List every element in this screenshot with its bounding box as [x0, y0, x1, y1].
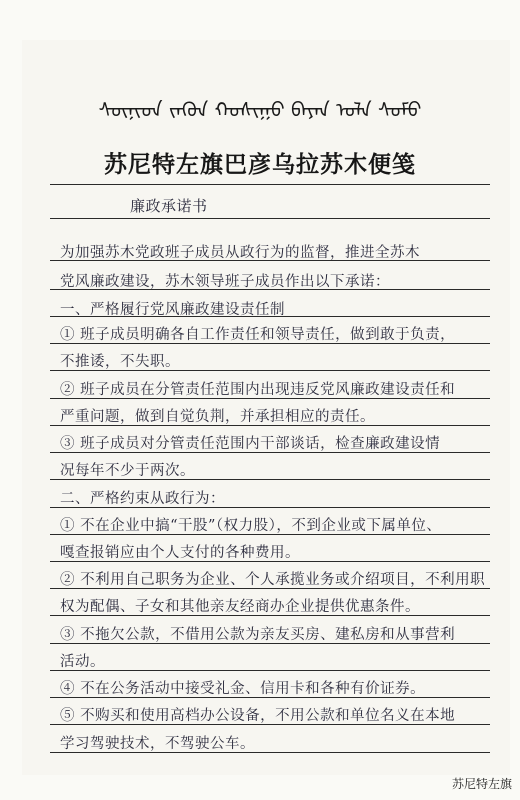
handwritten-line: 党风廉政建设，苏木领导班子成员作出以下承诺： — [60, 274, 390, 290]
mongolian-script-header: ᠰᠦᠨᠢᠳ ᠵᠡᠭᠦᠨ ᠬᠣᠰᠢᠭᠤ ᠪᠠᠶᠠᠨ ᠤᠯᠠ ᠰᠤᠮᠤ — [98, 98, 422, 122]
ruled-line — [50, 218, 490, 219]
footer-watermark-label: 苏尼特左旗 — [451, 777, 512, 791]
handwritten-line: ① 班子成员明确各自工作责任和领导责任，做到敢于负责， — [60, 327, 456, 343]
handwritten-line: 况每年不少于两次。 — [60, 463, 195, 479]
handwritten-line: ② 不利用自己职务为企业、个人承揽业务或介绍项目，不利用职 — [60, 572, 486, 588]
handwritten-line: ⑤ 不购买和使用高档办公设备，不用公款和单位名义在本地 — [60, 708, 456, 724]
handwritten-line: 严重问题，做到自觉负荆，并承担相应的责任。 — [60, 409, 375, 425]
handwritten-line: ③ 班子成员对分管责任范围内干部谈话，检查廉政建设情 — [60, 436, 441, 452]
handwritten-line: 权为配偶、子女和其他亲友经商办企业提供优惠条件。 — [60, 599, 420, 615]
handwritten-line: 一、严格履行党风廉政建设责任制 — [60, 302, 285, 318]
handwritten-line: ③ 不拖欠公款，不借用公款为亲友买房、建私房和从事营利 — [60, 627, 456, 643]
handwritten-line: 为加强苏木党政班子成员从政行为的监督，推进全苏木 — [60, 245, 420, 261]
handwritten-line: ④ 不在公务活动中接受礼金、信用卡和各种有价证券。 — [60, 681, 426, 697]
handwritten-line: 嘎查报销应由个人支付的各种费用。 — [60, 545, 300, 561]
letterhead-title: 苏尼特左旗巴彦乌拉苏木便笺 — [104, 151, 416, 178]
ruled-line — [50, 184, 490, 185]
handwritten-line: ① 不在企业中搞“干股”（权力股），不到企业或下属单位、 — [60, 518, 442, 534]
handwritten-line: 学习驾驶技术，不驾驶公车。 — [60, 736, 255, 752]
document-heading: 廉政承诺书 — [130, 197, 208, 215]
handwritten-line: ② 班子成员在分管责任范围内出现违反党风廉政建设责任和 — [60, 382, 456, 398]
handwritten-line: 活动。 — [60, 654, 105, 670]
handwritten-line: 二、严格约束从政行为： — [60, 491, 225, 507]
handwritten-line: 不推诿，不失职。 — [60, 354, 180, 370]
